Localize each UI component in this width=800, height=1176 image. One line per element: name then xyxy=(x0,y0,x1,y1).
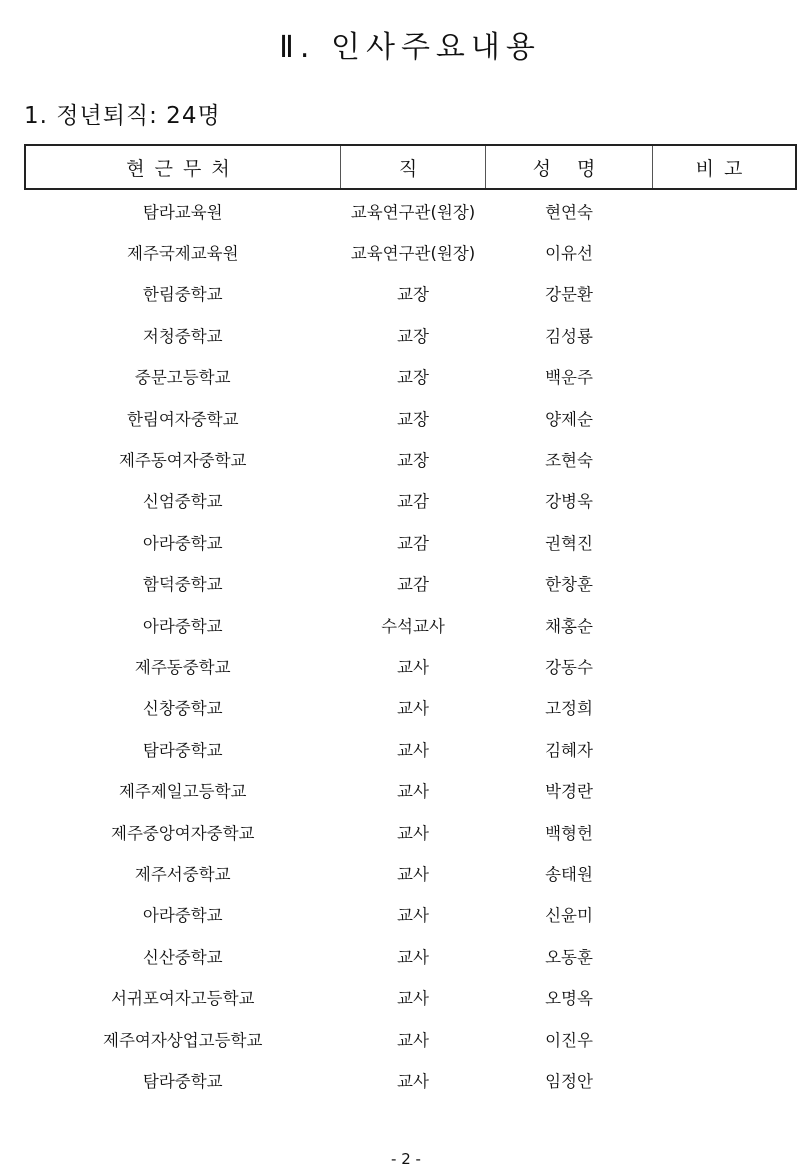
retirement-table xyxy=(24,144,797,1101)
cell-note xyxy=(653,852,797,893)
cell-position: 교감 xyxy=(397,533,429,553)
table-row xyxy=(25,687,796,728)
cell-note xyxy=(653,728,797,769)
header-school: 현근무처 xyxy=(25,145,341,189)
cell-school: 제주동여자중학교 xyxy=(118,451,247,471)
table-row xyxy=(25,604,796,645)
cell-school: 제주제일고등학교 xyxy=(118,782,247,802)
table-row xyxy=(25,438,796,479)
table-row xyxy=(25,189,796,231)
cell-school: 탐라중학교 xyxy=(142,740,223,760)
cell-position: 수석교사 xyxy=(381,616,445,636)
cell-name: 채홍순 xyxy=(545,616,593,636)
cell-position: 교사 xyxy=(397,1071,429,1091)
cell-school: 제주서중학교 xyxy=(134,864,231,884)
cell-school: 제주여자상업고등학교 xyxy=(103,1030,263,1050)
cell-note xyxy=(653,356,797,397)
cell-school: 탐라교육원 xyxy=(142,202,223,222)
cell-name: 임정안 xyxy=(545,1071,593,1091)
table-row xyxy=(25,1018,796,1059)
cell-school: 함덕중학교 xyxy=(142,575,223,595)
cell-school: 아라중학교 xyxy=(142,906,223,926)
cell-position: 교사 xyxy=(397,864,429,884)
cell-name: 이진우 xyxy=(545,1030,593,1050)
table-row xyxy=(25,852,796,893)
cell-position: 교사 xyxy=(397,823,429,843)
cell-school: 아라중학교 xyxy=(142,533,223,553)
cell-school: 제주국제교육원 xyxy=(126,244,239,264)
cell-note xyxy=(653,1059,797,1100)
cell-name: 강병욱 xyxy=(545,492,593,512)
header-note: 비고 xyxy=(653,145,797,189)
cell-school: 한림중학교 xyxy=(142,285,223,305)
cell-name: 이유선 xyxy=(545,244,593,264)
cell-school: 신창중학교 xyxy=(142,699,223,719)
cell-school: 제주동중학교 xyxy=(134,657,231,677)
table-row xyxy=(25,645,796,686)
cell-name: 강문환 xyxy=(545,285,593,305)
cell-note xyxy=(653,935,797,976)
table-row xyxy=(25,728,796,769)
page-title: Ⅱ. 인사주요내용 xyxy=(279,30,541,65)
cell-position: 교장 xyxy=(397,409,429,429)
cell-position: 교사 xyxy=(397,947,429,967)
cell-note xyxy=(653,314,797,355)
cell-school: 신엄중학교 xyxy=(142,492,223,512)
table-header-row xyxy=(25,145,796,189)
cell-name: 김성룡 xyxy=(545,326,593,346)
cell-position: 교사 xyxy=(397,1030,429,1050)
cell-note xyxy=(653,687,797,728)
page-number: - 2 - xyxy=(391,1150,421,1168)
cell-position: 교장 xyxy=(397,326,429,346)
cell-school: 서귀포여자고등학교 xyxy=(111,989,255,1009)
cell-name: 오명옥 xyxy=(545,989,593,1009)
cell-name: 백형헌 xyxy=(545,823,593,843)
cell-position: 교감 xyxy=(397,575,429,595)
cell-position: 교육연구관(원장) xyxy=(350,244,476,264)
cell-name: 송태원 xyxy=(545,864,593,884)
cell-name: 조현숙 xyxy=(545,451,593,471)
table-row xyxy=(25,894,796,935)
cell-note xyxy=(653,231,797,272)
cell-note xyxy=(653,480,797,521)
cell-position: 교장 xyxy=(397,285,429,305)
cell-name: 신윤미 xyxy=(545,906,593,926)
table-row xyxy=(25,480,796,521)
cell-name: 오동훈 xyxy=(545,947,593,967)
cell-position: 교사 xyxy=(397,657,429,677)
cell-note xyxy=(653,189,797,231)
table-row xyxy=(25,769,796,810)
table-body xyxy=(25,189,796,1101)
cell-name: 양제순 xyxy=(545,409,593,429)
cell-name: 박경란 xyxy=(545,782,593,802)
cell-note xyxy=(653,645,797,686)
cell-name: 한창훈 xyxy=(545,575,593,595)
cell-note xyxy=(653,769,797,810)
cell-school: 중문고등학교 xyxy=(134,368,231,388)
table-row xyxy=(25,1059,796,1100)
header-name: 성 명 xyxy=(486,145,653,189)
cell-name: 백운주 xyxy=(545,368,593,388)
table-row xyxy=(25,397,796,438)
cell-note xyxy=(653,894,797,935)
cell-position: 교육연구관(원장) xyxy=(350,202,476,222)
table-row xyxy=(25,811,796,852)
table-row xyxy=(25,231,796,272)
cell-position: 교사 xyxy=(397,989,429,1009)
cell-note xyxy=(653,273,797,314)
table-row xyxy=(25,563,796,604)
cell-name: 김혜자 xyxy=(545,740,593,760)
cell-position: 교사 xyxy=(397,782,429,802)
retirement-table-container xyxy=(24,144,790,1101)
cell-position: 교사 xyxy=(397,699,429,719)
cell-school: 아라중학교 xyxy=(142,616,223,636)
cell-school: 탐라중학교 xyxy=(142,1071,223,1091)
cell-school: 신산중학교 xyxy=(142,947,223,967)
cell-name: 권혁진 xyxy=(545,533,593,553)
cell-school: 제주중앙여자중학교 xyxy=(111,823,255,843)
cell-position: 교사 xyxy=(397,740,429,760)
section-heading: 1. 정년퇴직: 24명 xyxy=(24,103,221,129)
cell-name: 현연숙 xyxy=(545,202,593,222)
cell-note xyxy=(653,521,797,562)
cell-name: 고정희 xyxy=(545,699,593,719)
cell-name: 강동수 xyxy=(545,657,593,677)
table-row xyxy=(25,314,796,355)
cell-position: 교장 xyxy=(397,368,429,388)
table-row xyxy=(25,356,796,397)
cell-note xyxy=(653,563,797,604)
table-row xyxy=(25,935,796,976)
cell-school: 한림여자중학교 xyxy=(126,409,239,429)
cell-note xyxy=(653,438,797,479)
table-row xyxy=(25,273,796,314)
table-row xyxy=(25,976,796,1017)
cell-position: 교사 xyxy=(397,906,429,926)
header-position: 직 xyxy=(341,145,486,189)
cell-position: 교장 xyxy=(397,451,429,471)
table-row xyxy=(25,521,796,562)
cell-note xyxy=(653,811,797,852)
cell-school: 저청중학교 xyxy=(142,326,223,346)
cell-note xyxy=(653,397,797,438)
cell-note xyxy=(653,976,797,1017)
cell-position: 교감 xyxy=(397,492,429,512)
cell-note xyxy=(653,1018,797,1059)
cell-note xyxy=(653,604,797,645)
